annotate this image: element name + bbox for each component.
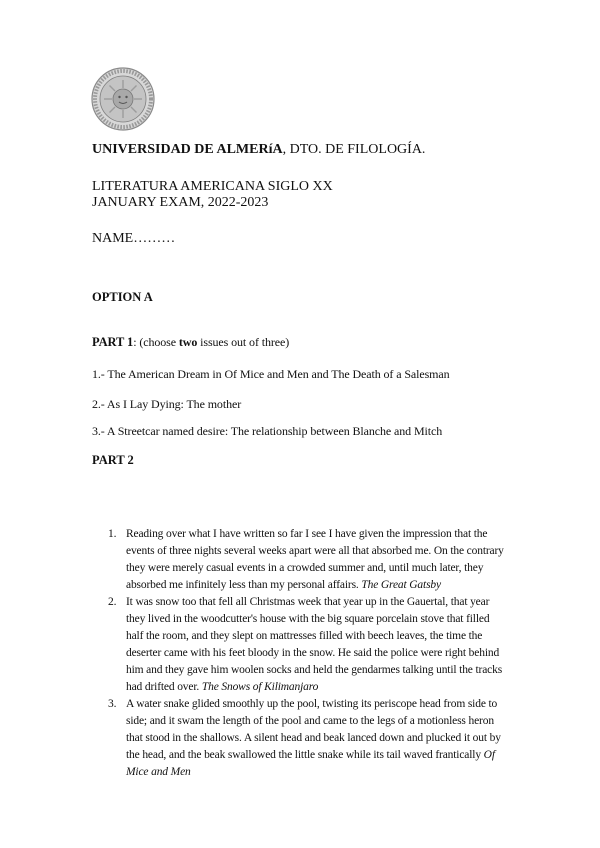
passage-source: Of Mice and Men [126,749,495,778]
passage-source: The Snows of Kilimanjaro [201,681,319,693]
exam-title: JANUARY EXAM, 2022-2023 [92,195,269,210]
name-field-label: NAME……… [92,231,176,246]
university-name: UNIVERSIDAD DE ALMERíA [92,142,283,157]
part1-heading: PART 1 [92,335,134,349]
passage-item [108,526,506,594]
option-heading: OPTION A [92,290,153,304]
passage-source: The Great Gatsby [361,579,441,591]
passage-number: 3. [108,698,117,710]
passage-number: 2. [108,596,117,608]
passage-item [108,696,506,781]
passage-text: A water snake glided smoothly up the pool, twisting its periscope head from side to side; and it swam the length of the pool and came to the legs of a motionless heron that stood in the shallows. A silent head and beak lanced down and plucked it out by the head, and the beak swallowed the little snake while its tail waved frantically [126,698,501,761]
issue-item: 1.- The American Dream in Of Mice and Men and The Death of a Salesman [92,367,450,381]
university-seal-icon [90,66,156,132]
university-line [92,142,425,158]
passage-number: 1. [108,528,117,540]
part1-instruction [92,334,289,350]
department-name: , DTO. DE FILOLOGÍA. [282,142,426,157]
issue-item: 3.- A Streetcar named desire: The relationship between Blanche and Mitch [92,424,443,438]
part2-heading: PART 2 [92,453,134,467]
passage-item [108,594,506,696]
issue-item: 2.- As I Lay Dying: The mother [92,397,242,411]
passage-text: Reading over what I have written so far I see I have given the impression that the events of three nights several weeks apart were all that absorbed me. On the contrary they were merely casual events in a crowded summer and, until much later, they absorbed me infinitely less than my personal affairs. [126,528,504,591]
passage-text: It was snow too that fell all Christmas week that year up in the Gauertal, that year they lived in the woodcutter's house with the big square porcelain stove that filled half the room, and they slept on mattresses filled with beech leaves, the time the deserter came with his feet bloody in the snow. He said the police were right behind him and they gave him woolen socks and held the gendarmes talking until the tracks had drifted over. [126,596,503,693]
instruction-emphasis: two [178,335,198,349]
course-title: LITERATURA AMERICANA SIGLO XX [92,179,333,194]
instruction-prefix: : (choose [133,335,179,349]
instruction-suffix: issues out of three) [197,335,290,349]
passage-list [108,526,506,781]
